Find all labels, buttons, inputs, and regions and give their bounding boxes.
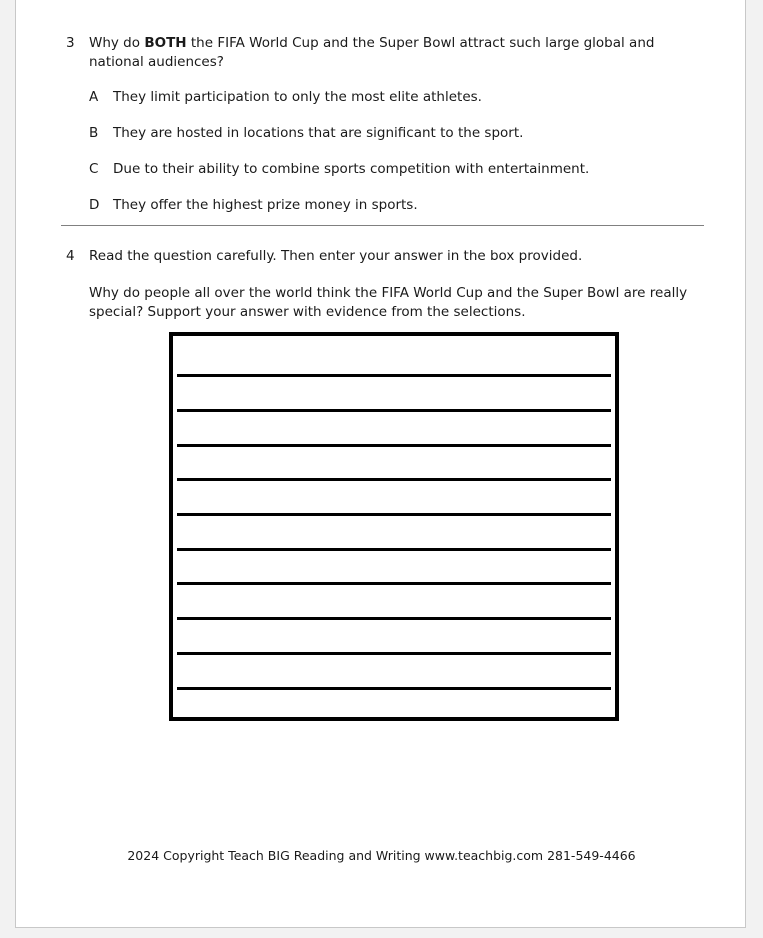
option-d-letter: D bbox=[89, 197, 100, 213]
question-4-prompt: Why do people all over the world think the FIFA World Cup and the Super Bowl are really special? Support your answer with evidence from the selections. bbox=[89, 285, 688, 320]
option-b-text: They are hosted in locations that are significant to the sport. bbox=[113, 125, 524, 141]
question-3-prompt-emphasis: BOTH bbox=[144, 35, 187, 51]
question-3-prompt bbox=[89, 34, 706, 72]
question-4-number: 4 bbox=[66, 248, 75, 264]
option-a[interactable] bbox=[66, 88, 706, 107]
question-3-header bbox=[66, 34, 706, 72]
answer-writing-line bbox=[177, 513, 611, 516]
question-4-header bbox=[66, 247, 716, 266]
option-b[interactable] bbox=[66, 124, 706, 143]
question-4-instruction: Read the question carefully. Then enter your answer in the box provided. bbox=[89, 248, 583, 264]
option-a-letter: A bbox=[89, 89, 99, 105]
question-3-prompt-part2: the FIFA World Cup and the Super Bowl attract such large global and national audiences? bbox=[89, 35, 655, 70]
option-a-text: They limit participation to only the most elite athletes. bbox=[113, 89, 482, 105]
answer-response-box[interactable] bbox=[169, 332, 619, 721]
answer-writing-line bbox=[177, 582, 611, 585]
option-d[interactable] bbox=[66, 196, 706, 215]
question-3-number: 3 bbox=[66, 35, 75, 51]
answer-writing-line bbox=[177, 548, 611, 551]
answer-writing-line bbox=[177, 409, 611, 412]
section-divider bbox=[61, 225, 704, 226]
answer-writing-line bbox=[177, 444, 611, 447]
question-3-options bbox=[66, 88, 706, 215]
answer-writing-line bbox=[177, 687, 611, 690]
answer-writing-line bbox=[177, 652, 611, 655]
option-d-text: They offer the highest prize money in sports. bbox=[113, 197, 418, 213]
question-4-block bbox=[66, 247, 716, 322]
option-c-text: Due to their ability to combine sports competition with entertainment. bbox=[113, 161, 590, 177]
question-3-block bbox=[66, 34, 706, 232]
page-footer: 2024 Copyright Teach BIG Reading and Writing www.teachbig.com 281-549-4466 bbox=[127, 848, 636, 863]
option-c-letter: C bbox=[89, 161, 99, 177]
answer-writing-line bbox=[177, 478, 611, 481]
option-c[interactable] bbox=[66, 160, 706, 179]
option-b-letter: B bbox=[89, 125, 99, 141]
answer-writing-line bbox=[177, 617, 611, 620]
question-3-prompt-part1: Why do bbox=[89, 35, 145, 51]
answer-writing-line bbox=[177, 374, 611, 377]
worksheet-page bbox=[15, 0, 746, 928]
answer-writing-lines bbox=[173, 336, 615, 717]
